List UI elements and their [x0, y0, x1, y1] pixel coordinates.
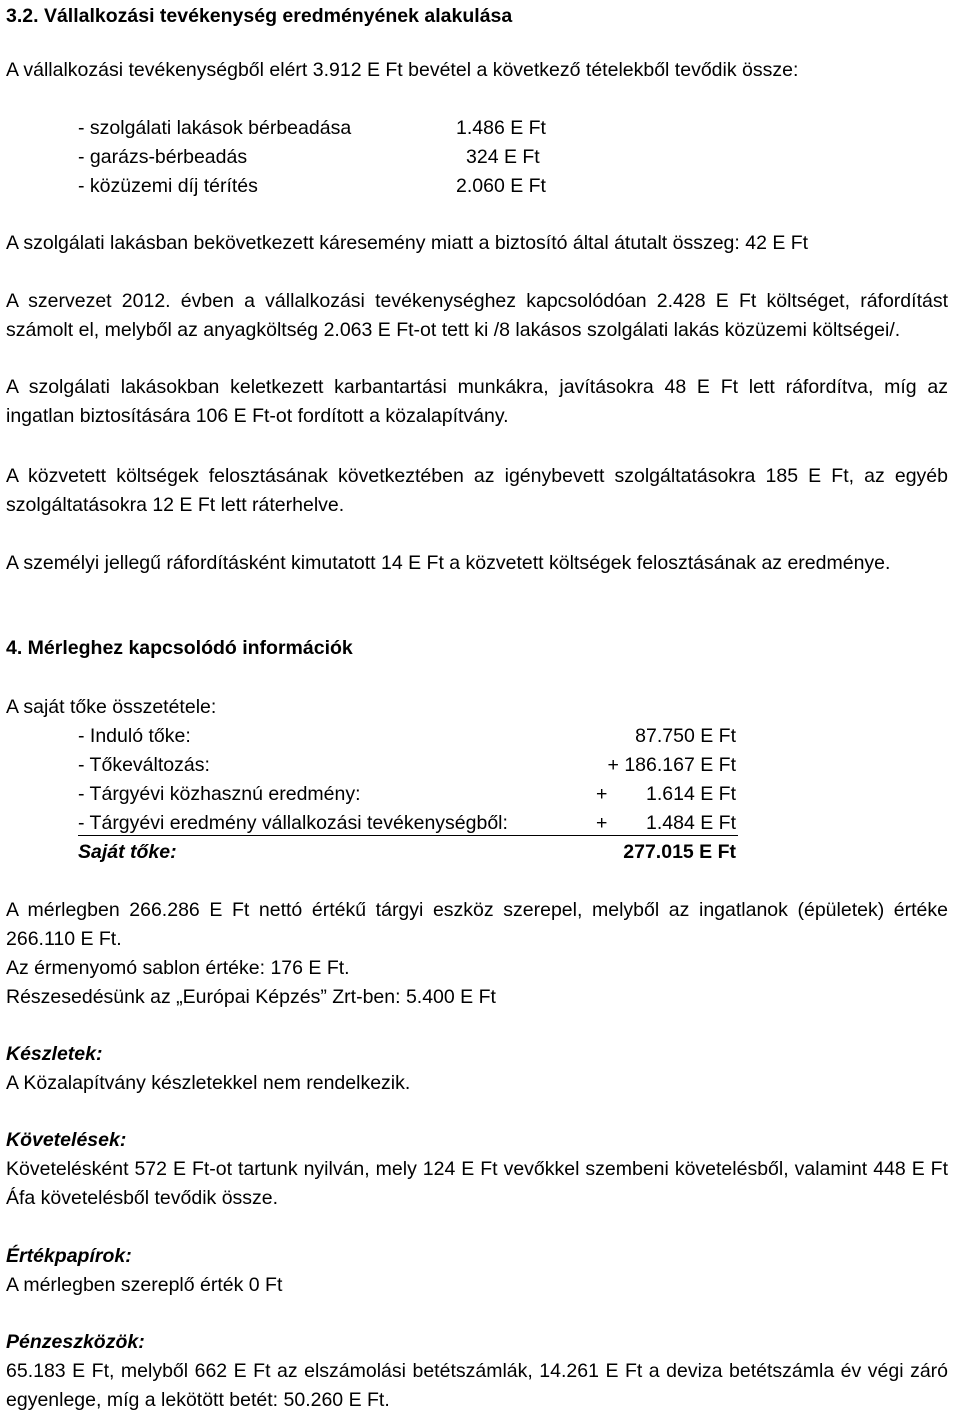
- list-item: [6, 114, 948, 143]
- securities-title: Értékpapírok:: [6, 1245, 132, 1267]
- receivables-text: Követelésként 572 E Ft-ot tartunk nyilván, mely 124 E Ft vevőkkel szembeni követelésből, valamint 448 E Ft Áfa követelésből tevődik össze.: [6, 1158, 948, 1209]
- equity-row: [6, 722, 746, 752]
- item-label: - szolgálati lakások bérbeadása: [78, 117, 352, 139]
- item-value: 2.060 E Ft: [456, 175, 546, 197]
- equity-label: - Tőkeváltozás:: [78, 754, 210, 776]
- list-item: [6, 172, 948, 201]
- equity-label: - Tárgyévi közhasznú eredmény:: [78, 783, 361, 805]
- insurance-paragraph: A szolgálati lakásban bekövetkezett káresemény miatt a biztosító által átutalt összeg: 42 E Ft: [6, 232, 809, 254]
- equity-row: [6, 809, 746, 839]
- section-heading-4: 4. Mérleghez kapcsolódó információk: [6, 637, 353, 659]
- equity-value: + 186.167 E Ft: [607, 754, 736, 776]
- section-heading-3-2: 3.2. Vállalkozási tevékenység eredményének alakulása: [6, 5, 513, 27]
- inventory-title: Készletek:: [6, 1043, 103, 1065]
- securities-text: A mérlegben szereplő érték 0 Ft: [6, 1274, 283, 1296]
- equity-title: A saját tőke összetétele:: [6, 696, 217, 718]
- revenue-intro: A vállalkozási tevékenységből elért 3.912 E Ft bevétel a következő tételekből tevődik össze:: [6, 59, 799, 81]
- item-label: - közüzemi díj térítés: [78, 175, 258, 197]
- personnel-paragraph: A személyi jellegű ráfordításként kimutatott 14 E Ft a közvetett költségek felosztásának az eredménye.: [6, 552, 891, 574]
- equity-value: 1.484 E Ft: [646, 812, 736, 834]
- equity-row: [6, 751, 746, 781]
- equity-total-value: 277.015 E Ft: [623, 841, 736, 863]
- equity-sign: +: [596, 783, 608, 805]
- fixed-assets-paragraph: A mérlegben 266.286 E Ft nettó értékű tárgyi eszköz szerepel, melyből az ingatlanok (épületek) értéke 266.110 E Ft.: [6, 899, 948, 950]
- equity-sign: +: [596, 812, 608, 834]
- equity-label: - Tárgyévi eredmény vállalkozási tevékenységből:: [78, 812, 508, 834]
- equity-value: 87.750 E Ft: [635, 725, 736, 747]
- item-value: 324 E Ft: [466, 146, 540, 168]
- maintenance-paragraph: A szolgálati lakásokban keletkezett karbantartási munkákra, javításokra 48 E Ft lett ráfordítva, míg az ingatlan biztosítására 106 E Ft-ot fordított a közalapítvány.: [6, 376, 948, 427]
- sablon-paragraph: Az érmenyomó sablon értéke: 176 E Ft.: [6, 957, 350, 979]
- equity-value: 1.614 E Ft: [646, 783, 736, 805]
- revenue-items-list: [6, 114, 948, 201]
- equity-label: - Induló tőke:: [78, 725, 191, 747]
- indirect-costs-paragraph: A közvetett költségek felosztásának következtében az igénybevett szolgáltatásokra 185 E Ft, az egyéb szolgáltatásokra 12 E Ft lett ráterhelve.: [6, 465, 948, 516]
- costs-paragraph: A szervezet 2012. évben a vállalkozási tevékenységhez kapcsolódóan 2.428 E Ft költséget, ráfordítást számolt el, melyből az anyagköltség 2.063 E Ft-ot tett ki /8 lakásos szolgálati lakás közüzemi költségei/.: [6, 290, 948, 341]
- item-label: - garázs-bérbeadás: [78, 146, 248, 168]
- share-paragraph: Részesedésünk az „Európai Képzés” Zrt-ben: 5.400 E Ft: [6, 986, 496, 1008]
- receivables-title: Követelések:: [6, 1129, 127, 1151]
- cash-title: Pénzeszközök:: [6, 1331, 145, 1353]
- inventory-text: A Közalapítvány készletekkel nem rendelkezik.: [6, 1072, 411, 1094]
- equity-total-row: [6, 838, 746, 868]
- list-item: [6, 143, 948, 172]
- item-value: 1.486 E Ft: [456, 117, 546, 139]
- equity-row: [6, 780, 746, 810]
- equity-total-label: Saját tőke:: [78, 841, 177, 863]
- cash-text: 65.183 E Ft, melyből 662 E Ft az elszámolási betétszámlák, 14.261 E Ft a deviza betétszámla év végi záró egyenlege, míg a lekötött betét: 50.260 E Ft.: [6, 1360, 948, 1411]
